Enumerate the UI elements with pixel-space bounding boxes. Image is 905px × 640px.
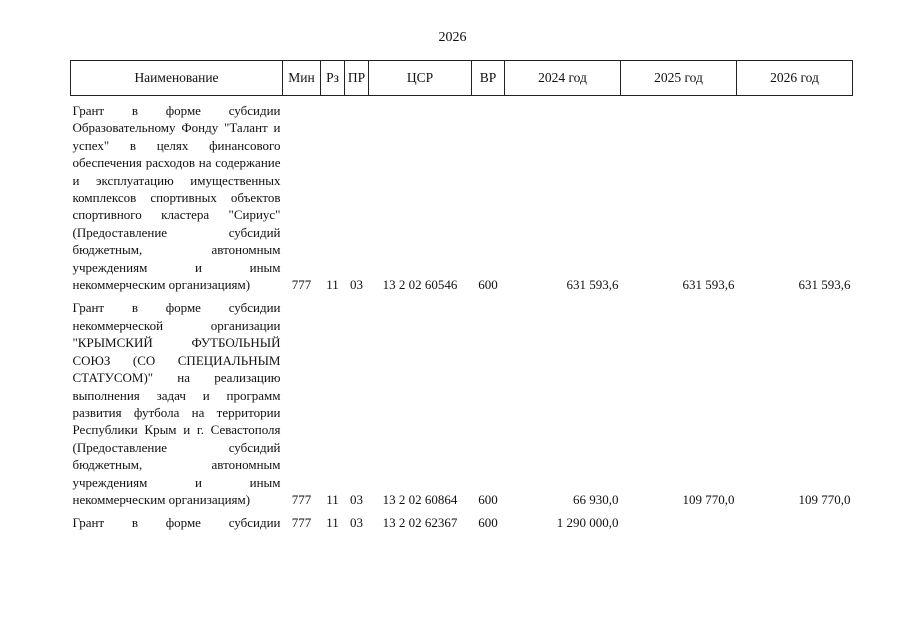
table-header-row — [71, 61, 853, 96]
row-pr: 03 — [350, 277, 363, 293]
row-rz: 11 — [326, 277, 339, 293]
row-value-2024: 66 930,0 — [573, 491, 619, 507]
column-header-rz: Рз — [321, 61, 345, 96]
row-name: Грант в форме субсидии Образовательному Фонду "Талант и успех" в целях финансового обеспечения расходов на содержание и эксплуатацию имущественных комплексов спортивных объектов спортивного кластера "Сириус" (Предоставление субсидий бюджетным, автономным учреждениям и иным некоммерческим организациям) — [72, 103, 281, 293]
table-row — [71, 508, 853, 531]
row-value-2026: 109 770,0 — [798, 491, 851, 507]
table-row — [71, 96, 853, 294]
row-value-2024: 631 593,6 — [566, 277, 619, 293]
row-csr: 13 2 02 62367 — [382, 515, 458, 531]
column-header-csr: ЦСР — [369, 61, 472, 96]
row-pr: 03 — [350, 491, 363, 507]
row-csr: 13 2 02 60546 — [382, 277, 458, 293]
row-rz: 11 — [326, 491, 339, 507]
column-header-vr: ВР — [472, 61, 505, 96]
column-header-pr: ПР — [345, 61, 369, 96]
column-header-name: Наименование — [71, 61, 283, 96]
row-min: 777 — [291, 515, 312, 531]
table-row — [71, 293, 853, 508]
column-header-2024: 2024 год — [505, 61, 621, 96]
row-min: 777 — [291, 277, 312, 293]
row-value-2026 — [737, 508, 853, 531]
row-pr: 03 — [350, 515, 363, 531]
column-header-min: Мин — [283, 61, 321, 96]
row-min: 777 — [291, 491, 312, 507]
page-number: 2026 — [438, 30, 467, 45]
row-csr: 13 2 02 60864 — [382, 491, 458, 507]
row-vr: 600 — [478, 277, 498, 293]
row-vr: 600 — [478, 515, 498, 531]
row-value-2025: 631 593,6 — [682, 277, 735, 293]
row-value-2024: 1 290 000,0 — [556, 515, 619, 531]
row-name: Грант в форме субсидии некоммерческой организации "КРЫМСКИЙ ФУТБОЛЬНЫЙ СОЮЗ (СО СПЕЦИАЛЬНЫМ СТАТУСОМ)" на реализацию выполнения задач и программ развития футбола на территории Республики Крым и г. Севастополя (Предоставление субсидий бюджетным, автономным учреждениям и иным некоммерческим организациям) — [72, 300, 281, 507]
row-rz: 11 — [326, 515, 339, 531]
row-value-2025 — [621, 508, 737, 531]
budget-table — [70, 60, 853, 532]
row-name: Грант в форме субсидии — [72, 515, 281, 531]
row-vr: 600 — [478, 491, 498, 507]
column-header-2025: 2025 год — [621, 61, 737, 96]
row-value-2026: 631 593,6 — [798, 277, 851, 293]
row-value-2025: 109 770,0 — [682, 491, 735, 507]
column-header-2026: 2026 год — [737, 61, 853, 96]
